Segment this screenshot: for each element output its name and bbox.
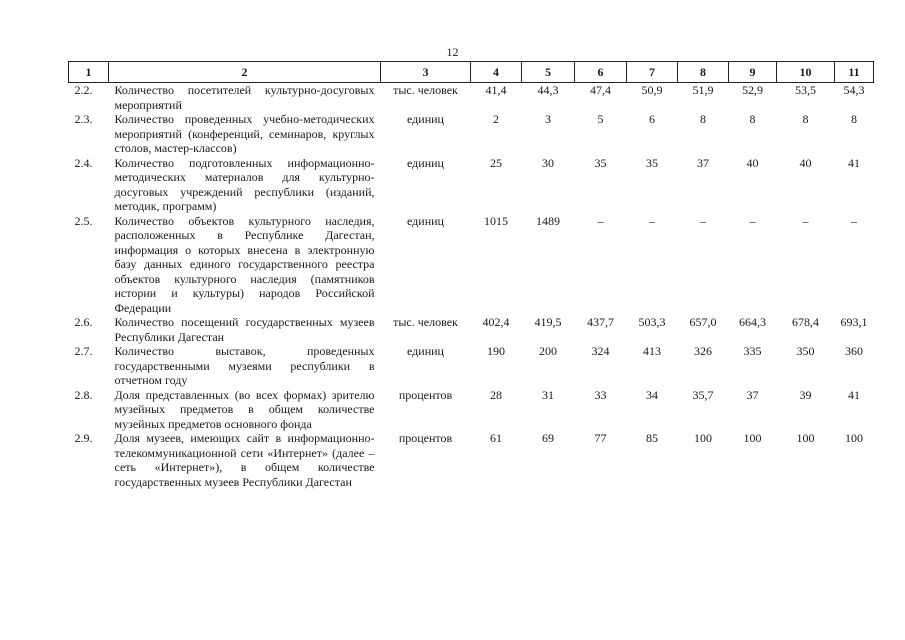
value-cell: – xyxy=(700,213,706,228)
value-cell: 678,4 xyxy=(792,315,819,329)
value-cell: 6 xyxy=(649,112,655,126)
header-cell: 7 xyxy=(627,62,678,83)
value-cell: 324 xyxy=(591,344,610,358)
value-cell: 335 xyxy=(743,344,762,358)
value-cell: 100 xyxy=(796,431,815,445)
value-cell: 100 xyxy=(694,431,712,445)
table-row xyxy=(69,388,874,432)
table-row xyxy=(69,344,874,388)
value-cell: 8 xyxy=(700,112,706,126)
value-cell: 53,5 xyxy=(795,83,816,97)
value-cell: 413 xyxy=(643,344,661,358)
row-code: 2.4. xyxy=(74,155,93,170)
row-description: Количество подготовленных информационно-методических материалов для культурно-досуговых учреждений республики (изданий, методик, программ) xyxy=(114,155,375,213)
value-cell: 37 xyxy=(697,155,709,170)
value-cell: 326 xyxy=(694,344,712,358)
table-row xyxy=(69,83,874,113)
value-cell: 3 xyxy=(545,112,551,126)
value-cell: 8 xyxy=(802,112,809,126)
value-cell: 54,3 xyxy=(843,83,865,97)
header-cell: 4 xyxy=(471,62,522,83)
value-cell: 30 xyxy=(542,155,554,170)
value-cell: 44,3 xyxy=(537,83,559,97)
value-cell: 664,3 xyxy=(739,315,766,329)
value-cell: 419,5 xyxy=(534,315,562,329)
page-number: 12 xyxy=(446,45,459,59)
row-description: Доля музеев, имеющих сайт в информационно-телекоммуникационной сети «Интернет» (далее – сеть «Интернет»), в общем количестве государственных музеев Республики Дагестан xyxy=(114,431,375,489)
header-row xyxy=(69,62,874,83)
value-cell: 85 xyxy=(646,431,658,445)
row-code: 2.2. xyxy=(74,83,93,97)
value-cell: 402,4 xyxy=(482,315,510,329)
header-cell: 10 xyxy=(777,62,835,83)
row-code: 2.5. xyxy=(74,213,93,228)
header-cell: 3 xyxy=(381,62,471,83)
value-cell: 100 xyxy=(743,431,762,445)
table-row xyxy=(69,156,874,214)
row-unit: тыс. человек xyxy=(393,83,458,97)
header-cell: 11 xyxy=(835,62,874,83)
value-cell: 100 xyxy=(845,431,863,445)
row-description: Количество объектов культурного наследия, расположенных в Республике Дагестан, информация о которых внесена в электронную базу данных единого государственного реестра объектов культурного наследия (памятников истории и культуры) народов Российской Федерации xyxy=(114,213,375,315)
value-cell: 8 xyxy=(749,112,756,126)
value-cell: 33 xyxy=(594,387,607,402)
value-cell: 1015 xyxy=(484,213,508,228)
row-code: 2.3. xyxy=(74,112,93,126)
row-unit: единиц xyxy=(407,155,444,170)
row-description: Количество выставок, проведенных государственными музеями республики в отчетном году xyxy=(114,344,375,387)
value-cell: 503,3 xyxy=(638,315,666,329)
header-cell: 9 xyxy=(729,62,777,83)
header-cell: 2 xyxy=(109,62,381,83)
value-cell: 35 xyxy=(594,155,607,170)
row-unit: процентов xyxy=(398,431,453,445)
value-cell: 190 xyxy=(487,344,505,358)
row-description: Количество посетителей культурно-досуговых мероприятий xyxy=(114,83,375,112)
value-cell: – xyxy=(749,213,756,228)
value-cell: 34 xyxy=(646,387,658,402)
value-cell: 37 xyxy=(746,387,759,402)
value-cell: 39 xyxy=(799,387,812,402)
value-cell: 51,9 xyxy=(692,83,714,97)
value-cell: 693,1 xyxy=(840,315,868,329)
value-cell: – xyxy=(649,213,655,228)
row-unit: единиц xyxy=(407,344,444,358)
value-cell: 25 xyxy=(490,155,502,170)
value-cell: 2 xyxy=(493,112,499,126)
value-cell: – xyxy=(597,213,604,228)
row-unit: процентов xyxy=(398,387,453,402)
row-unit: единиц xyxy=(407,112,444,126)
value-cell: 41 xyxy=(848,387,860,402)
value-cell: 1489 xyxy=(536,213,560,228)
row-code: 2.9. xyxy=(74,431,93,445)
value-cell: 50,9 xyxy=(641,83,663,97)
row-unit: тыс. человек xyxy=(393,315,458,329)
value-cell: 31 xyxy=(542,387,554,402)
value-cell: 61 xyxy=(490,431,502,445)
row-code: 2.6. xyxy=(74,315,93,329)
table-row xyxy=(69,431,874,489)
value-cell: – xyxy=(802,213,809,228)
value-cell: 69 xyxy=(542,431,554,445)
value-cell: 5 xyxy=(597,112,604,126)
value-cell: 41,4 xyxy=(485,83,507,97)
row-code: 2.7. xyxy=(74,344,93,358)
row-description: Доля представленных (во всех формах) зрителю музейных предметов в общем количестве музейных предметов основного фонда xyxy=(114,387,375,431)
value-cell: 35 xyxy=(646,155,658,170)
value-cell: 350 xyxy=(796,344,815,358)
row-unit: единиц xyxy=(407,213,444,228)
value-cell: – xyxy=(851,213,857,228)
header-cell: 6 xyxy=(575,62,627,83)
header-cell: 1 xyxy=(69,62,109,83)
value-cell: 40 xyxy=(746,155,759,170)
table-row xyxy=(69,315,874,344)
value-cell: 8 xyxy=(851,112,857,126)
value-cell: 47,4 xyxy=(590,83,611,97)
value-cell: 657,0 xyxy=(689,315,717,329)
value-cell: 40 xyxy=(799,155,812,170)
value-cell: 360 xyxy=(845,344,863,358)
table-row xyxy=(69,214,874,316)
header-cell: 8 xyxy=(678,62,729,83)
value-cell: 437,7 xyxy=(587,315,614,329)
value-cell: 77 xyxy=(594,431,607,445)
value-cell: 35,7 xyxy=(692,387,714,402)
value-cell: 41 xyxy=(848,155,860,170)
row-description: Количество проведенных учебно-методических мероприятий (конференций, семинаров, круглых столов, мастер-классов) xyxy=(114,112,375,155)
value-cell: 200 xyxy=(539,344,557,358)
value-cell: 52,9 xyxy=(742,83,763,97)
table-row xyxy=(69,112,874,156)
header-cell: 5 xyxy=(522,62,575,83)
value-cell: 28 xyxy=(490,387,502,402)
row-code: 2.8. xyxy=(74,387,93,402)
indicators-table xyxy=(68,61,874,489)
row-description: Количество посещений государственных музеев Республики Дагестан xyxy=(114,315,375,344)
